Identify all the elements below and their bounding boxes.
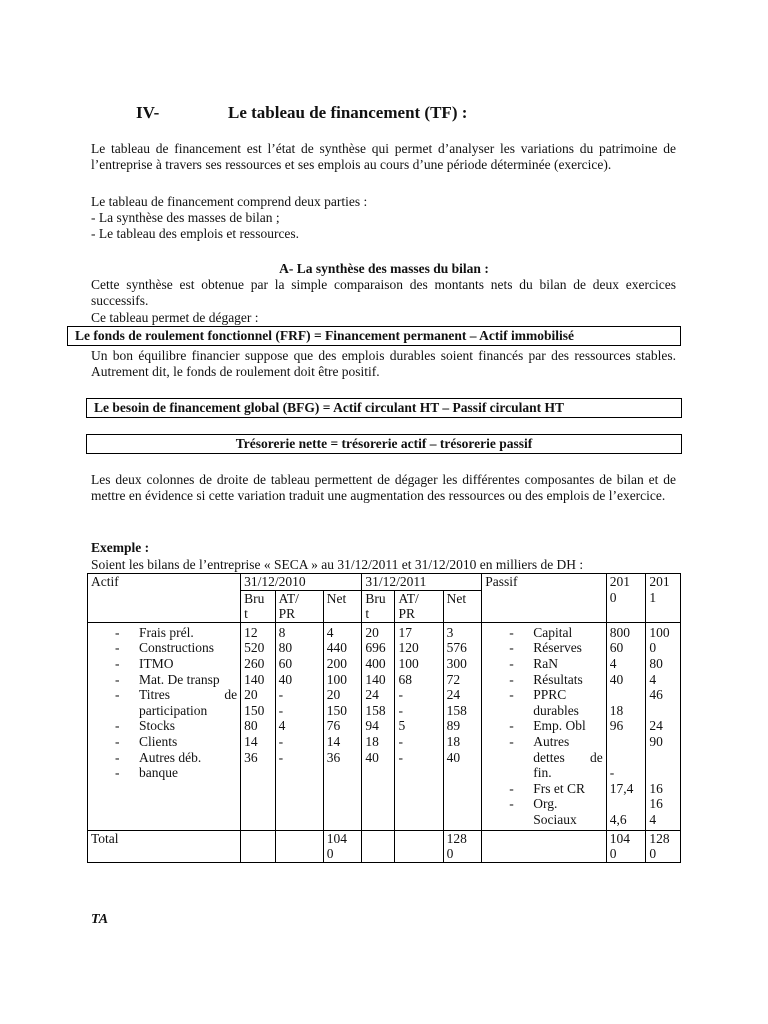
pprc-word: PPRC [533, 687, 567, 703]
balance-sheet-table [87, 573, 681, 863]
list-item: - RaN [485, 656, 603, 672]
passif-2011-values: 100 0 80 4 46 24 90 16 16 4 [646, 622, 681, 830]
section-heading [136, 103, 467, 123]
fin-word: fin. [533, 765, 552, 781]
list-item [485, 734, 603, 781]
list-item [485, 796, 603, 827]
net-2010-values: 4 440 200 100 20 150 76 14 36 [323, 622, 362, 830]
header-actif: Actif [88, 574, 241, 623]
intro-line-tableau: - Le tableau des emplois et ressources. [91, 226, 300, 241]
de-word: de [224, 687, 238, 703]
brut-2011-values: 20 696 400 140 24 158 94 18 40 [362, 622, 395, 830]
list-item: - Réserves [485, 640, 603, 656]
list-item: - Frs et CR [485, 781, 603, 797]
atpr-2011-values: 17 120 100 68 - - 5 - - [395, 622, 443, 830]
total-label: Total [88, 830, 241, 862]
list-item [91, 687, 237, 718]
empty-cell [362, 830, 395, 862]
tresorerie-formula-box: Trésorerie nette = trésorerie actif – trésorerie passif [86, 434, 682, 454]
empty-cell [482, 830, 607, 862]
total-net-2010: 104 0 [323, 830, 362, 862]
list-item: - Clients [91, 734, 237, 750]
section-a-line: Ce tableau permet de dégager : [91, 310, 259, 325]
section-a-title: A- La synthèse des masses du bilan : [279, 261, 489, 276]
intro-line-synthese: - La synthèse des masses de bilan ; [91, 210, 280, 225]
heading-number: IV- [136, 103, 160, 122]
header-passif-2011: 201 1 [646, 574, 681, 623]
list-item: - Autres déb. [91, 750, 237, 766]
table-header-row [88, 574, 681, 591]
heading-title: Le tableau de financement (TF) : [228, 103, 468, 122]
frf-formula-box: Le fonds de roulement fonctionnel (FRF) = Financement permanent – Actif immobilisé [67, 326, 681, 346]
list-item: - Emp. Obl [485, 718, 603, 734]
atpr-2010-values: 8 80 60 40 - - 4 - - [275, 622, 323, 830]
autres-word: Autres [533, 733, 570, 749]
titres-word: - Titres [139, 687, 171, 703]
list-item: - Constructions [91, 640, 237, 656]
list-item: - banque [91, 765, 237, 781]
participation-word: participation [139, 702, 208, 718]
list-item: - Frais prél. [91, 625, 237, 641]
equilibre-paragraph: Un bon équilibre financier suppose que des emplois durables soient financés par des ressources stables. Autrement dit, le fonds de roulement doit être positif. [91, 348, 676, 380]
section-a-paragraph: Cette synthèse est obtenue par la simple comparaison des montants nets du bilan de deux exercices successifs. [91, 277, 676, 309]
actif-items-cell [88, 622, 241, 830]
passif-2010-values: 800 60 4 40 18 96 - 17,4 4,6 [606, 622, 646, 830]
table-total-row [88, 830, 681, 862]
table-body-row [88, 622, 681, 830]
header-passif: Passif [482, 574, 607, 623]
list-item [485, 687, 603, 718]
footer-initials: TA [91, 912, 109, 927]
list-item: - ITMO [91, 656, 237, 672]
subheader-net-2011: Net [443, 590, 482, 622]
durables-word: durables [533, 702, 579, 718]
header-2010: 31/12/2010 [241, 574, 362, 591]
passif-items-cell [482, 622, 607, 830]
subheader-brut-2011: Bru t [362, 590, 395, 622]
intro-line-parts: Le tableau de financement comprend deux parties : [91, 194, 368, 209]
total-net-2011: 128 0 [443, 830, 482, 862]
empty-cell [395, 830, 443, 862]
exemple-intro: Soient les bilans de l’entreprise « SECA » au 31/12/2011 et 31/12/2010 en milliers de DH : [91, 557, 584, 572]
total-passif-2011: 128 0 [646, 830, 681, 862]
exemple-label: Exemple : [91, 540, 150, 555]
empty-cell [241, 830, 276, 862]
list-item: - Mat. De transp [91, 672, 237, 688]
total-passif-2010: 104 0 [606, 830, 646, 862]
header-passif-2010: 201 0 [606, 574, 646, 623]
net-2011-values: 3 576 300 72 24 158 89 18 40 [443, 622, 482, 830]
empty-cell [275, 830, 323, 862]
list-item: - Résultats [485, 672, 603, 688]
intro-paragraph: Le tableau de financement est l’état de synthèse qui permet d’analyser les variations du patrimoine de l’entreprise à travers ses ressources et ses emplois au cours d’une période déterminée (exercice). [91, 141, 676, 173]
sociaux-word: Sociaux [533, 811, 577, 827]
list-item: - Stocks [91, 718, 237, 734]
colonnes-paragraph: Les deux colonnes de droite de tableau permettent de dégager les différentes composantes de bilan et de mettre en évidence si cette variation traduit une augmentation des ressources ou des emplois de l’exercice. [91, 472, 676, 504]
brut-2010-values: 12 520 260 140 20 150 80 14 36 [241, 622, 276, 830]
subheader-brut-2010: Bru t [241, 590, 276, 622]
org-word: Org. [533, 796, 558, 812]
subheader-atpr-2011: AT/ PR [395, 590, 443, 622]
dettes-word: dettes [533, 749, 565, 765]
de-word-2: de [589, 749, 603, 765]
bfg-formula-box: Le besoin de financement global (BFG) = Actif circulant HT – Passif circulant HT [86, 398, 682, 418]
subheader-atpr-2010: AT/ PR [275, 590, 323, 622]
list-item: - Capital [485, 625, 603, 641]
subheader-net-2010: Net [323, 590, 362, 622]
header-2011: 31/12/2011 [362, 574, 482, 591]
